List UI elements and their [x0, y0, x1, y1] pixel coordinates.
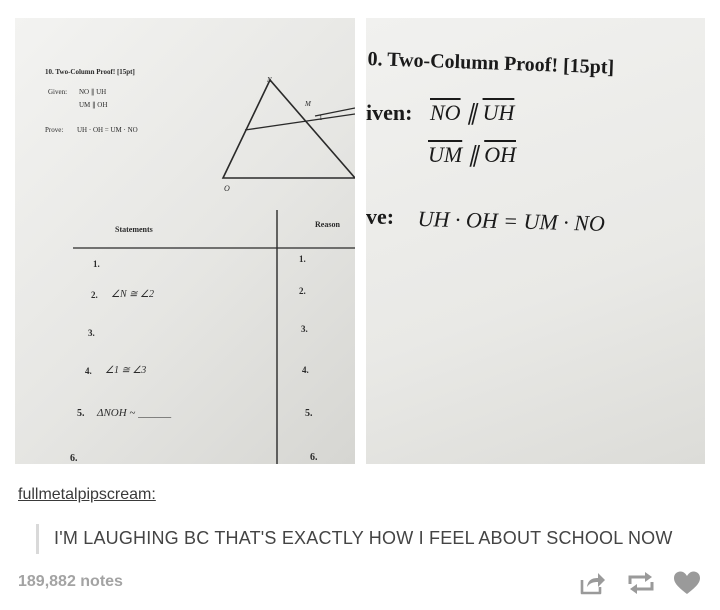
- parallel-symbol-2: ∥: [467, 142, 479, 167]
- reblog-icon[interactable]: [626, 570, 656, 596]
- reason-4-num: 4.: [302, 365, 309, 375]
- right-worksheet-closeup-photo: [366, 18, 705, 464]
- left-given-label: Given:: [48, 88, 68, 96]
- notes-count[interactable]: 189,882 notes: [18, 573, 123, 590]
- reason-5-num: 5.: [305, 408, 313, 419]
- given-segment-um: $\overline{UM}$: [428, 142, 463, 167]
- reasons-header: Reason: [315, 220, 340, 229]
- statement-2-text: ∠N ≅ ∠2: [111, 289, 154, 300]
- triangle-diagram: [15, 18, 355, 464]
- reason-6-num: 6.: [310, 452, 318, 463]
- left-prove-label: Prove:: [45, 126, 64, 134]
- parallel-symbol: ∥: [466, 100, 478, 125]
- left-given-2: UM ∥ OH: [79, 101, 108, 109]
- right-prove-label: ve:: [366, 204, 395, 229]
- statement-3-num: 3.: [88, 328, 95, 338]
- statement-4-num: 4.: [85, 366, 92, 376]
- given-segment-oh: $\overline{OH}$: [484, 142, 516, 167]
- statement-5-num: 5.: [77, 408, 85, 419]
- reason-2-num: 2.: [299, 286, 306, 296]
- given-segment-uh: $\overline{UH}$: [482, 100, 515, 125]
- reason-3-num: 3.: [301, 324, 308, 334]
- given-segment-no: $\overline{NO}$: [430, 100, 461, 125]
- share-icon[interactable]: [578, 570, 606, 596]
- right-given-label: iven:: [366, 100, 413, 125]
- statement-2-num: 2.: [91, 290, 98, 300]
- right-prove-text: UH · OH = UM · NO: [417, 206, 606, 236]
- label-1: 1: [319, 114, 323, 122]
- statement-6-num: 6.: [70, 453, 78, 464]
- label-n: N: [267, 76, 272, 84]
- left-prove-text: UH · OH = UM · NO: [77, 126, 138, 134]
- quote-bar: [36, 524, 39, 554]
- statement-5-text: ΔNOH ~ ______: [97, 407, 172, 419]
- heart-icon[interactable]: [672, 570, 702, 596]
- statements-header: Statements: [115, 225, 153, 234]
- post-quote: I'M LAUGHING BC THAT'S EXACTLY HOW I FEEL ABOUT SCHOOL NOW: [54, 528, 673, 548]
- left-given-1: NO ∥ UH: [79, 88, 107, 96]
- username-link[interactable]: fullmetalpipscream:: [18, 486, 156, 503]
- label-m: M: [305, 100, 311, 108]
- statement-1-num: 1.: [93, 259, 100, 269]
- label-o: O: [224, 184, 230, 193]
- reason-1-num: 1.: [299, 254, 306, 264]
- right-title: 0. Two-Column Proof! [15pt]: [367, 48, 615, 79]
- statement-4-text: ∠1 ≅ ∠3: [105, 365, 147, 376]
- left-title: 10. Two-Column Proof! [15pt]: [45, 68, 135, 76]
- left-worksheet-photo: [15, 18, 355, 464]
